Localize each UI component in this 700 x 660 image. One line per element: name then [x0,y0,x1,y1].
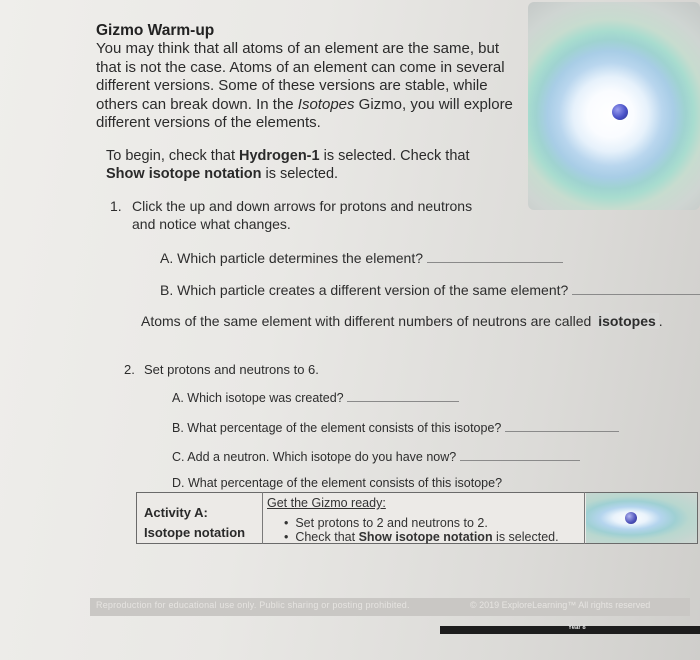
intro-line: different versions. Some of these versions are stable, while [96,77,488,94]
list-item: • Set protons to 2 and neutrons to 2. [284,516,488,530]
activity-label: Activity A: Isotope notation [144,505,246,540]
q2c-question: C. Add a neutron. Which isotope do you have now? [172,450,580,464]
answer-blank[interactable] [347,400,459,402]
footer-rights: © 2019 ExploreLearning™ All rights reserved [470,600,651,610]
q2-number: 2. [124,362,135,377]
q2d-question: D. What percentage of the element consists of this isotope? [172,476,503,490]
q2a-question: A. Which isotope was created? [172,391,459,405]
activity-image-divider [584,492,585,544]
nucleus-icon [612,104,628,120]
isotope-definition: Atoms of the same element with different numbers of neutrons are called isotopes . [141,313,663,329]
q2b-question: B. What percentage of the element consists of this isotope? [172,421,619,435]
isotopes-term: isotopes [595,313,659,329]
activity-instructions [284,516,559,544]
page-title: Gizmo Warm-up [96,22,215,39]
nucleus-icon [625,512,637,524]
answer-blank[interactable] [505,430,619,432]
intro-paragraph [96,40,513,133]
intro-line: You may think that all atoms of an element are the same, but [96,40,500,57]
q2-text: Set protons and neutrons to 6. [144,362,319,377]
intro-line: others can break down. In the Isotopes Gizmo, you will explore [96,95,513,113]
intro-line: that is not the case. Atoms of an element can come in several [96,58,505,76]
activity-heading: Get the Gizmo ready: [267,496,386,510]
q1-line2: and notice what changes. [132,216,291,232]
activity-atom-image [586,493,697,543]
gizmo-name: Isotopes [297,95,355,113]
intro-line: different versions of the elements. [96,114,321,131]
answer-blank[interactable] [572,293,700,295]
q1b-question: B. Which particle creates a different version of the same element? [160,282,700,298]
answer-blank[interactable] [427,261,563,263]
year-label: Year 8 [568,625,586,631]
list-item: • Check that Show isotope notation is selected. [284,530,559,544]
answer-blank[interactable] [460,459,580,461]
begin-instructions: To begin, check that Hydrogen-1 is selected. Check that Show isotope notation is selected. [106,148,470,182]
q1-line1: Click the up and down arrows for protons and neutrons [132,198,473,214]
q1-number: 1. [110,198,122,214]
footer-copyright-notice: Reproduction for educational use only. Public sharing or posting prohibited. [96,600,410,610]
activity-divider [262,492,263,544]
q1a-question: A. Which particle determines the element? [160,250,563,266]
